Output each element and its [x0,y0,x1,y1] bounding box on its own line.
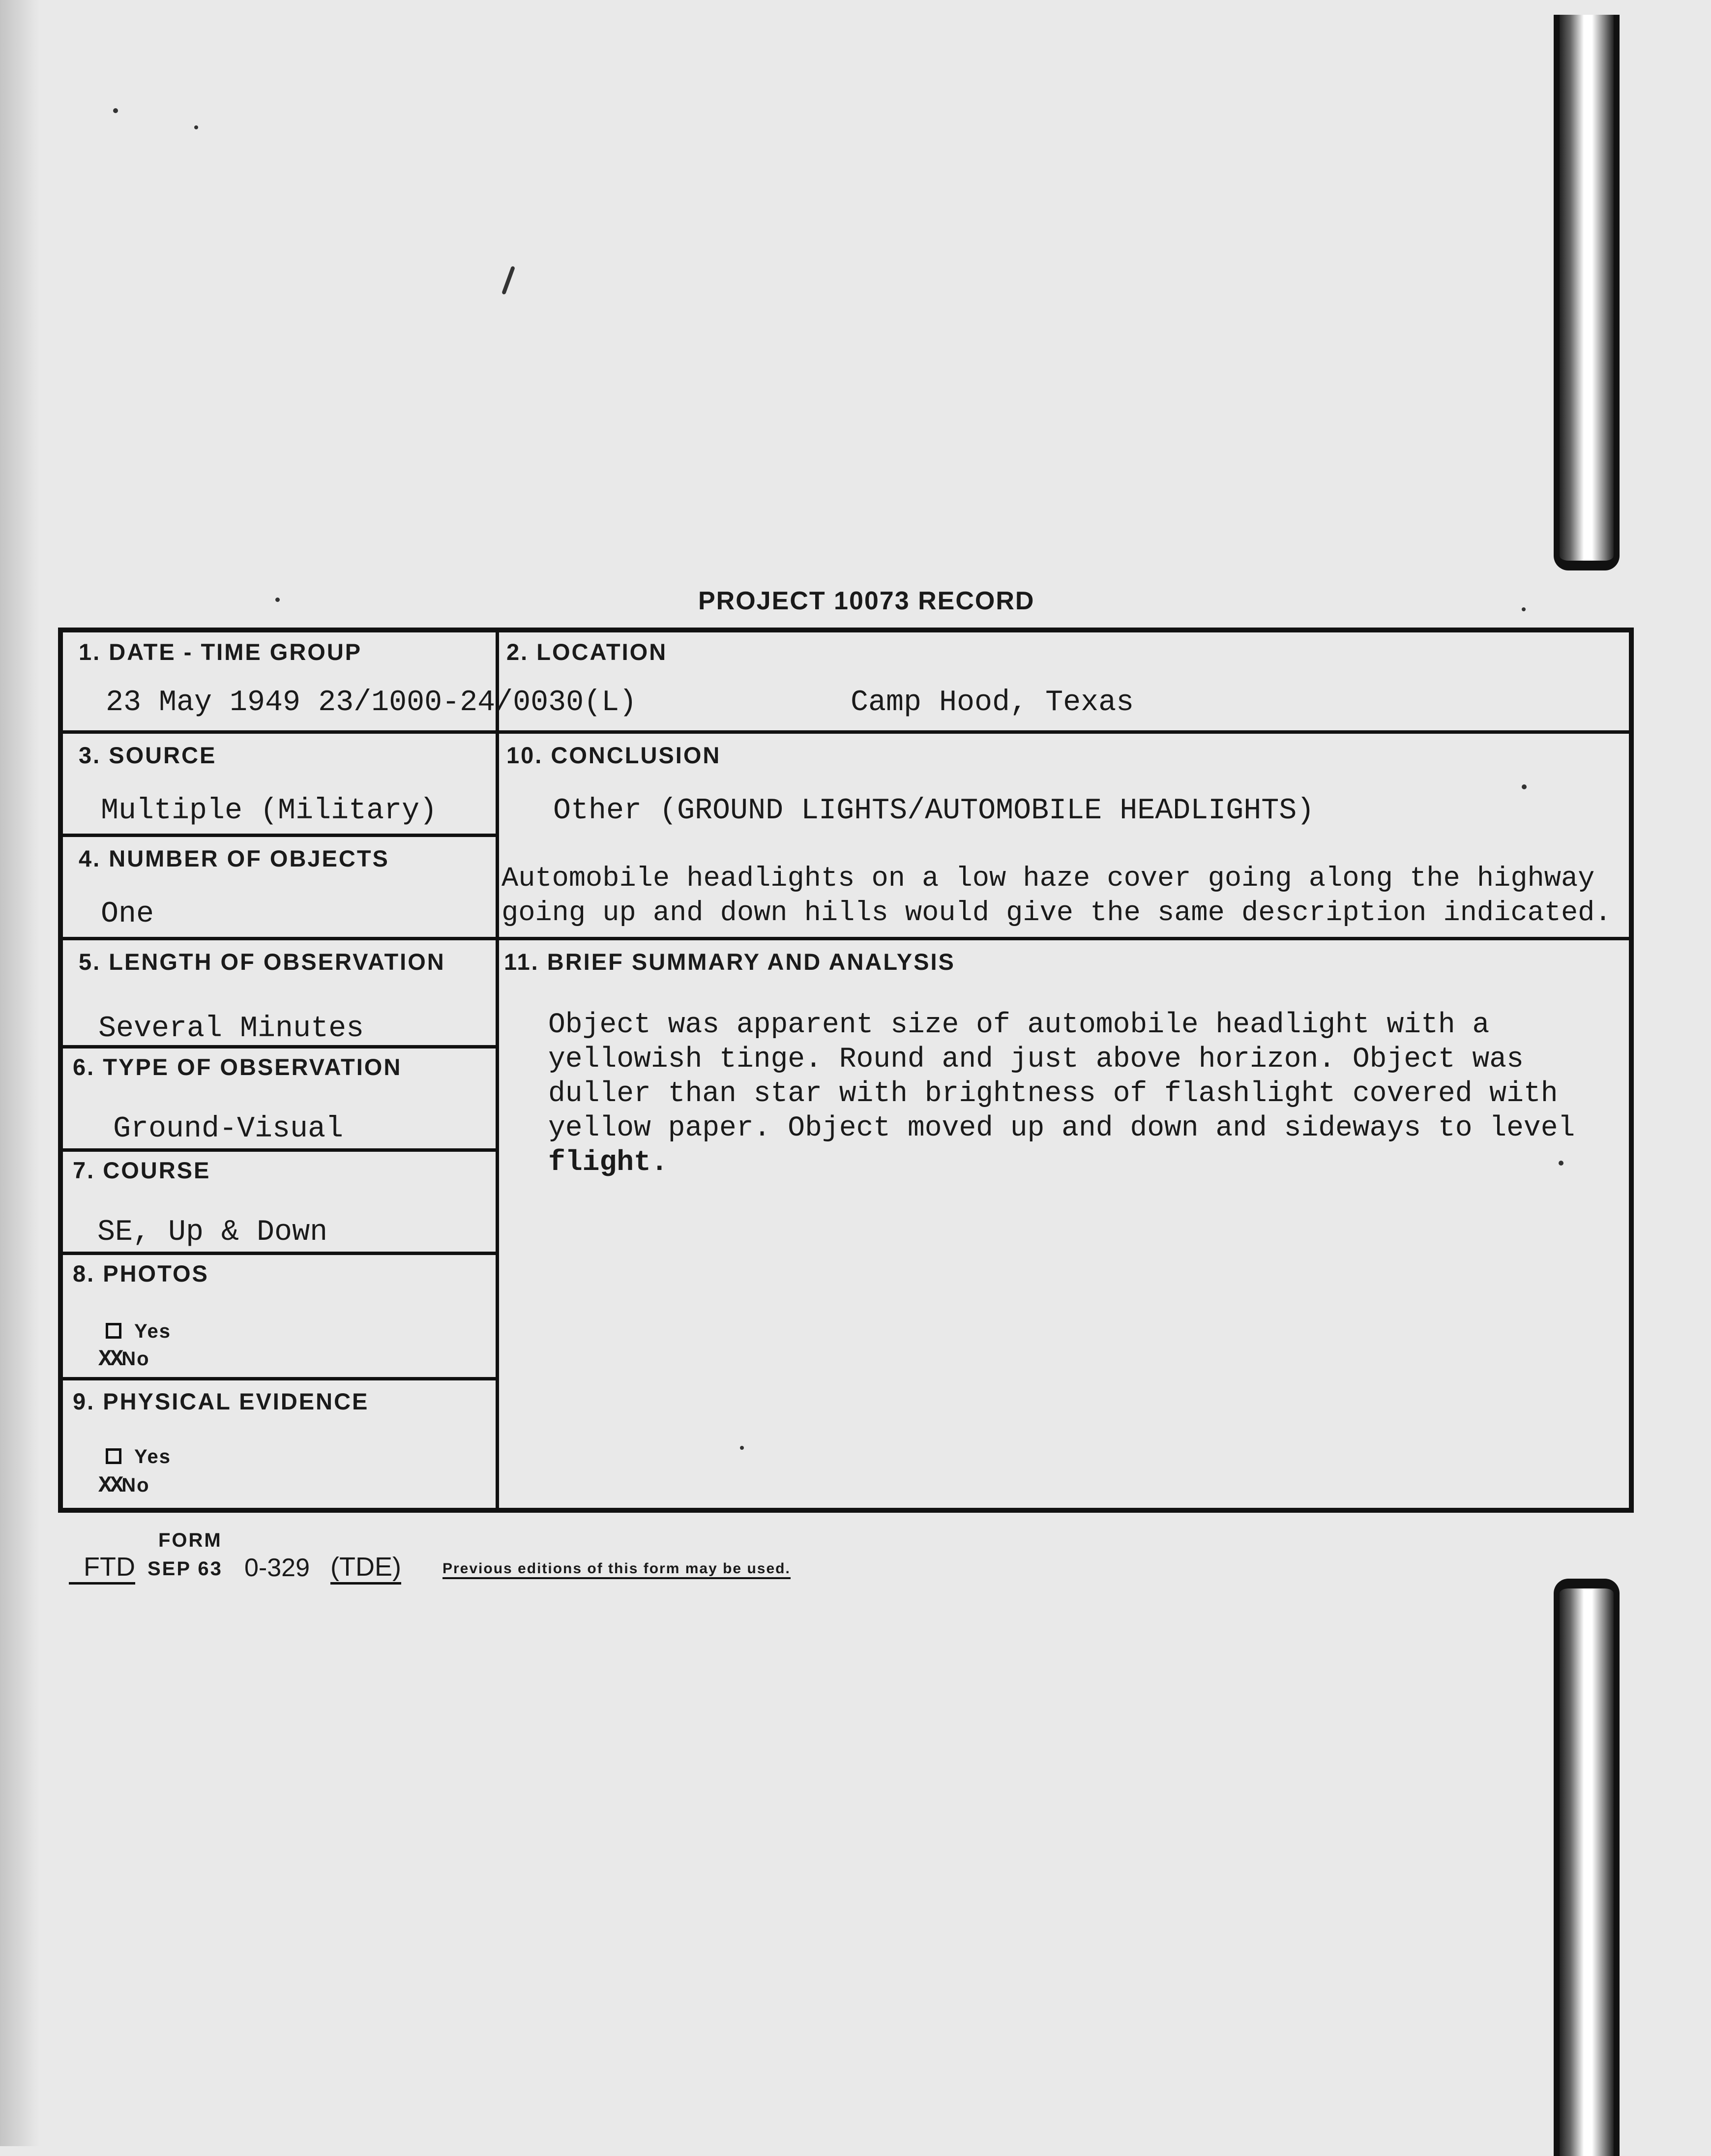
photos-yes-label: Yes [134,1320,171,1342]
checkbox-empty-icon [106,1323,121,1339]
course-label: 7. COURSE [73,1157,211,1183]
scan-speck [502,266,515,295]
location-value: Camp Hood, Texas [851,686,1134,719]
summary-line: flight. [548,1147,668,1179]
photos-no-mark: XX [98,1347,122,1372]
checkbox-empty-icon [106,1448,121,1464]
location-label: 2. LOCATION [506,639,668,665]
conclusion-value: Other (GROUND LIGHTS/AUTOMOBILE HEADLIGHTS) [553,794,1315,828]
summary-label: 11. BRIEF SUMMARY AND ANALYSIS [504,949,955,975]
source-label: 3. SOURCE [79,742,217,768]
footer-note: Previous editions of this form may be used. [442,1560,791,1579]
scan-speck [194,125,198,129]
length-of-observation-value: Several Minutes [98,1012,364,1046]
physical-evidence-yes-option[interactable] [106,1446,171,1468]
physical-evidence-label: 9. PHYSICAL EVIDENCE [73,1388,369,1414]
conclusion-label: 10. CONCLUSION [506,742,721,768]
date-time-group-label: 1. DATE - TIME GROUP [79,639,362,665]
row-divider [63,1252,498,1255]
scan-edge-shadow [0,0,39,2146]
row-divider [63,1377,498,1380]
summary-line: yellow paper. Object moved up and down and sideways to level [548,1112,1575,1144]
scan-speck [113,108,118,113]
summary-line: yellowish tinge. Round and just above horizon. Object was [548,1044,1524,1076]
footer-tde: (TDE) [330,1552,401,1585]
row-divider [63,834,498,837]
conclusion-note-line: going up and down hills would give the same description indicated. [502,898,1612,929]
film-strip-bottom [1554,1579,1620,2156]
row-divider [63,730,1634,734]
conclusion-note-line: Automobile headlights on a low haze cover going along the highway [502,863,1595,895]
source-value: Multiple (Military) [101,794,438,828]
number-of-objects-value: One [101,898,154,931]
photos-no-label: No [121,1348,150,1370]
course-value: SE, Up & Down [97,1216,328,1249]
column-divider [496,628,499,1513]
length-of-observation-label: 5. LENGTH OF OBSERVATION [79,949,445,975]
number-of-objects-label: 4. NUMBER OF OBJECTS [79,845,389,871]
footer-form-word: FORM [158,1529,222,1551]
physical-evidence-yes-label: Yes [134,1446,171,1467]
footer-date: SEP 63 [148,1558,223,1580]
form-title: PROJECT 10073 RECORD [698,587,1035,615]
summary-line: duller than star with brightness of flashlight covered with [548,1078,1558,1110]
footer-agency: FTD [69,1552,135,1585]
date-time-group-value: 23 May 1949 23/1000-24/0030(L) [106,686,637,719]
physical-evidence-no-mark: XX [98,1473,122,1498]
footer-form-number: 0-329 [244,1554,310,1582]
scan-speck [275,598,280,602]
scan-speck [1522,607,1526,611]
row-divider [63,1045,498,1048]
row-divider [63,937,1634,940]
photos-label: 8. PHOTOS [73,1260,209,1287]
photos-yes-option[interactable] [106,1320,171,1343]
physical-evidence-no-option[interactable] [98,1473,150,1498]
physical-evidence-no-label: No [121,1474,150,1496]
photos-no-option[interactable] [98,1347,150,1372]
film-strip-top [1554,15,1620,570]
type-of-observation-value: Ground-Visual [113,1112,344,1146]
row-divider [63,1148,498,1152]
summary-line: Object was apparent size of automobile headlight with a [548,1009,1490,1041]
summary-text [548,1008,1610,1180]
type-of-observation-label: 6. TYPE OF OBSERVATION [73,1054,402,1080]
